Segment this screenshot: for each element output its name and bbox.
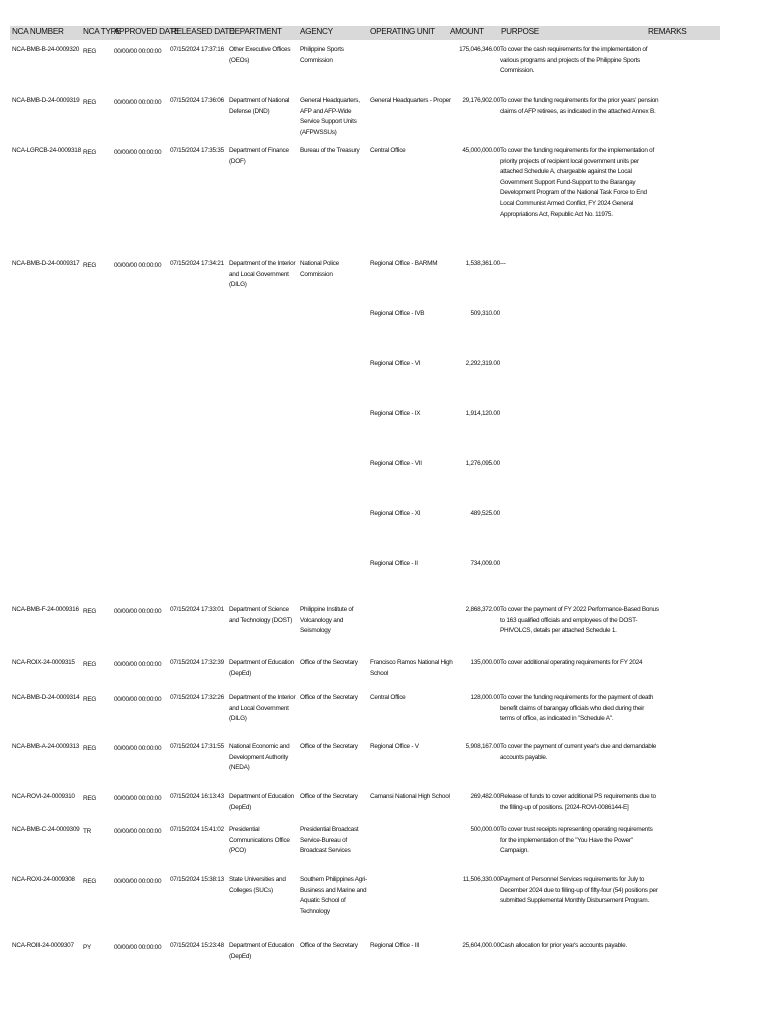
cell-amount: 2,292,319.00: [465, 360, 500, 367]
cell-agency: Office of the Secretary: [300, 942, 358, 949]
cell-nca-number: NCA-ROIX-24-0009315: [12, 659, 75, 666]
cell-amount: 5,908,167.00: [465, 743, 500, 750]
cell-amount: 269,482.00: [470, 793, 500, 800]
header-agency: AGENCY: [300, 27, 333, 36]
cell-department: Department of Education (DepEd): [229, 942, 294, 960]
cell-purpose: Cash allocation for prior year's accounts payable.: [500, 942, 627, 949]
cell-department: Other Executive Offices (OEOs): [229, 46, 291, 64]
cell-nca-type: REG: [83, 795, 97, 802]
cell-agency: Office of the Secretary: [300, 793, 358, 800]
cell-nca-type: PY: [83, 944, 92, 951]
cell-amount: 489,525.00: [470, 510, 500, 517]
cell-purpose: Payment of Personnel Services requirements for July to December 2024 due to filling-up of fifty-four (54) positions per submitted Supplemental Monthly Disbursement Program.: [500, 876, 658, 905]
cell-agency: Southern Philippines Agri-Business and Marine and Aquatic School of Technology: [300, 876, 368, 915]
cell-purpose: To cover the payment of current year's due and demandable accounts payable.: [500, 743, 657, 761]
cell-purpose: To cover trust receipts representing operating requirements for the implementation of the "You Have the Power" Campaign.: [500, 826, 653, 855]
cell-department: Presidential Communications Office (PCO): [229, 826, 290, 855]
cell-released-date: 07/15/2024 17:32:39: [170, 659, 224, 666]
cell-operating-unit: Regional Office - VI: [370, 360, 421, 367]
cell-nca-number: NCA-ROIII-24-0009307: [12, 942, 74, 949]
cell-amount: 1,276,095.00: [465, 460, 500, 467]
cell-agency: Philippine Sports Commission: [300, 46, 344, 64]
header-approved-date: APPROVED DATE: [114, 27, 180, 36]
cell-approved-date: 00/00/00 00:00:00: [114, 149, 162, 156]
cell-operating-unit: Central Office: [370, 147, 406, 154]
cell-agency: National Police Commission: [300, 260, 339, 278]
cell-operating-unit: Regional Office - IX: [370, 410, 421, 417]
cell-approved-date: 00/00/00 00:00:00: [114, 48, 162, 55]
table-header: [10, 26, 720, 40]
cell-agency: Office of the Secretary: [300, 659, 358, 666]
cell-nca-type: REG: [83, 608, 97, 615]
cell-released-date: 07/15/2024 15:41:02: [170, 826, 224, 833]
cell-amount: 128,000.00: [470, 694, 500, 701]
cell-amount: 25,604,000.00: [462, 942, 500, 949]
cell-approved-date: 00/00/00 00:00:00: [114, 944, 162, 951]
cell-agency: Philippine Institute of Volcanology and Seismology: [300, 606, 354, 635]
cell-operating-unit: Regional Office - II: [370, 560, 418, 567]
cell-nca-number: NCA-ROXI-24-0009308: [12, 876, 75, 883]
cell-released-date: 07/15/2024 17:35:35: [170, 147, 224, 154]
cell-amount: 29,176,902.00: [462, 97, 500, 104]
cell-purpose: To cover additional operating requirements for FY 2024: [500, 659, 643, 666]
cell-nca-number: NCA-BMB-D-24-0009319: [12, 97, 80, 104]
cell-nca-number: NCA-BMB-C-24-0009309: [12, 826, 80, 833]
cell-released-date: 07/15/2024 17:36:06: [170, 97, 224, 104]
cell-amount: 1,538,361.00: [465, 260, 500, 267]
cell-approved-date: 00/00/00 00:00:00: [114, 262, 162, 269]
cell-agency: Presidential Broadcast Service-Bureau of Broadcast Services: [300, 826, 359, 855]
cell-amount: 500,000.00: [470, 826, 500, 833]
cell-nca-type: REG: [83, 48, 97, 55]
cell-amount: 1,914,120.00: [465, 410, 500, 417]
cell-purpose: To cover the payment of FY 2022 Performance-Based Bonus to 163 qualified officials and employees of the DOST-PHIVOLCS, details per attached Schedule 1.: [500, 606, 659, 635]
cell-nca-type: REG: [83, 262, 97, 269]
cell-nca-number: NCA-LGRCB-24-0009318: [12, 147, 81, 154]
cell-released-date: 07/15/2024 15:38:13: [170, 876, 224, 883]
cell-operating-unit: Regional Office - BARMM: [370, 260, 438, 267]
cell-released-date: 07/15/2024 17:32:26: [170, 694, 224, 701]
cell-operating-unit: Central Office: [370, 694, 406, 701]
cell-operating-unit: General Headquarters - Proper: [370, 97, 451, 104]
cell-amount: 175,046,346.00: [459, 46, 500, 53]
cell-agency: Office of the Secretary: [300, 743, 358, 750]
cell-department: Department of Education (DepEd): [229, 793, 294, 811]
cell-purpose: To cover the funding requirements for the payment of death benefit claims of barangay officials who died during their terms of office, as indicated in "Schedule A".: [500, 694, 654, 723]
cell-department: National Economic and Development Authority (NEDA): [229, 743, 290, 772]
header-department: DEPARTMENT: [229, 27, 282, 36]
header-amount: AMOUNT: [450, 27, 484, 36]
cell-operating-unit: Francisco Ramos National High School: [370, 659, 453, 677]
cell-approved-date: 00/00/00 00:00:00: [114, 878, 162, 885]
cell-amount: 45,000,000.00: [462, 147, 500, 154]
cell-agency: Office of the Secretary: [300, 694, 358, 701]
cell-nca-type: REG: [83, 745, 97, 752]
cell-department: Department of National Defense (DND): [229, 97, 290, 115]
cell-nca-type: REG: [83, 878, 97, 885]
header-released-date: RELEASED DATE: [171, 27, 235, 36]
cell-nca-number: NCA-BMB-A-24-0009313: [12, 743, 80, 750]
cell-operating-unit: Regional Office - XI: [370, 510, 421, 517]
cell-amount: 2,868,372.00: [465, 606, 500, 613]
cell-purpose: ---: [500, 260, 506, 267]
cell-agency: General Headquarters, AFP and AFP-Wide Service Support Units (AFPWSSUs): [300, 97, 360, 136]
cell-department: Department of the Interior and Local Government (DILG): [229, 260, 296, 289]
header-remarks: REMARKS: [648, 27, 687, 36]
header-purpose: PURPOSE: [501, 27, 539, 36]
cell-department: State Universities and Colleges (SUCs): [229, 876, 286, 894]
cell-nca-number: NCA-BMB-B-24-0009320: [12, 46, 80, 53]
cell-released-date: 07/15/2024 17:37:16: [170, 46, 224, 53]
cell-purpose: Release of funds to cover additional PS requirements due to the filling-up of positions. [2024-ROVI-0086144-E]: [500, 793, 656, 811]
cell-amount: 734,009.00: [470, 560, 500, 567]
cell-agency: Bureau of the Treasury: [300, 147, 360, 154]
cell-approved-date: 00/00/00 00:00:00: [114, 661, 162, 668]
cell-purpose: To cover the cash requirements for the implementation of various programs and projects of the Philippine Sports Commission.: [500, 46, 648, 75]
header-nca-type: NCA TYPE: [83, 27, 121, 36]
cell-operating-unit: Regional Office - VII: [370, 460, 422, 467]
cell-nca-number: NCA-BMB-D-24-0009317: [12, 260, 80, 267]
cell-operating-unit: Camansi National High School: [370, 793, 450, 800]
cell-amount: 509,310.00: [470, 310, 500, 317]
cell-amount: 11,506,330.00: [462, 876, 500, 883]
cell-released-date: 07/15/2024 15:23:48: [170, 942, 224, 949]
cell-nca-type: REG: [83, 696, 97, 703]
cell-released-date: 07/15/2024 17:33:01: [170, 606, 224, 613]
cell-released-date: 07/15/2024 17:31:55: [170, 743, 224, 750]
cell-nca-number: NCA-BMB-F-24-0009316: [12, 606, 79, 613]
cell-operating-unit: Regional Office - V: [370, 743, 419, 750]
cell-department: Department of Education (DepEd): [229, 659, 294, 677]
cell-approved-date: 00/00/00 00:00:00: [114, 828, 162, 835]
cell-purpose: To cover the funding requirements for the implementation of priority projects of recipient local government units per attached Schedule A, chargeable against the Local Government Support Fund-Support to the Barangay Development Program of the National Task Force to End Local Communist Armed Conflict, FY 2024 General Appropriations Act, Republic Act No. 11975.: [500, 147, 654, 218]
cell-operating-unit: Regional Office - III: [370, 942, 420, 949]
cell-released-date: 07/15/2024 16:13:43: [170, 793, 224, 800]
cell-approved-date: 00/00/00 00:00:00: [114, 696, 162, 703]
cell-purpose: To cover the funding requirements for the prior years' pension claims of AFP retirees, as indicated in the attached Annex B.: [500, 97, 659, 115]
cell-amount: 135,000.00: [470, 659, 500, 666]
cell-nca-type: REG: [83, 99, 97, 106]
cell-department: Department of Finance (DOF): [229, 147, 289, 165]
cell-released-date: 07/15/2024 17:34:21: [170, 260, 224, 267]
cell-approved-date: 00/00/00 00:00:00: [114, 795, 162, 802]
cell-department: Department of Science and Technology (DOST): [229, 606, 293, 624]
cell-approved-date: 00/00/00 00:00:00: [114, 99, 162, 106]
cell-department: Department of the Interior and Local Government (DILG): [229, 694, 296, 723]
cell-approved-date: 00/00/00 00:00:00: [114, 608, 162, 615]
cell-nca-type: TR: [83, 828, 92, 835]
cell-nca-type: REG: [83, 661, 97, 668]
cell-operating-unit: Regional Office - IVB: [370, 310, 425, 317]
cell-nca-number: NCA-BMB-D-24-0009314: [12, 694, 80, 701]
header-operating-unit: OPERATING UNIT: [370, 27, 435, 36]
cell-approved-date: 00/00/00 00:00:00: [114, 745, 162, 752]
header-nca-number: NCA NUMBER: [12, 27, 64, 36]
cell-nca-number: NCA-ROVI-24-0009310: [12, 793, 75, 800]
cell-nca-type: REG: [83, 149, 97, 156]
